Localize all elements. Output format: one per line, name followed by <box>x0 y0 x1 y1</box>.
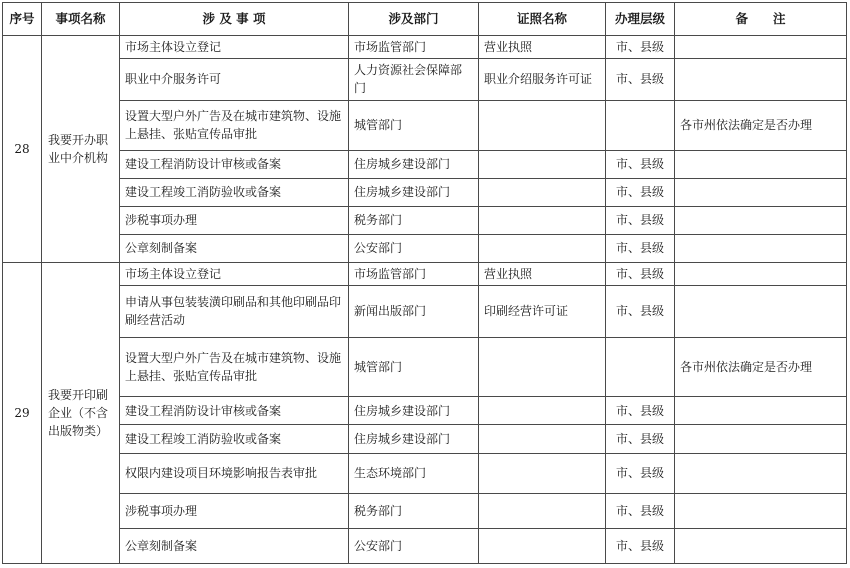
level-cell: 市、县级 <box>606 425 675 453</box>
remark-cell <box>675 234 847 262</box>
table-row <box>3 397 847 425</box>
license-cell: 印刷经营许可证 <box>479 285 606 337</box>
dept-cell: 住房城乡建设部门 <box>349 397 479 425</box>
license-cell: 职业介绍服务许可证 <box>479 58 606 100</box>
dept-cell: 住房城乡建设部门 <box>349 425 479 453</box>
service-items-table <box>2 2 847 564</box>
license-cell <box>479 397 606 425</box>
item-cell: 市场主体设立登记 <box>120 36 349 59</box>
level-cell: 市、县级 <box>606 234 675 262</box>
header-name: 事项名称 <box>42 3 120 36</box>
dept-cell: 市场监管部门 <box>349 36 479 59</box>
service-name-cell: 我要开办职业中介机构 <box>42 36 120 263</box>
level-cell: 市、县级 <box>606 206 675 234</box>
table-row <box>3 337 847 396</box>
item-cell: 公章刻制备案 <box>120 234 349 262</box>
level-cell: 市、县级 <box>606 453 675 494</box>
dept-cell: 新闻出版部门 <box>349 285 479 337</box>
dept-cell: 公安部门 <box>349 234 479 262</box>
table-row <box>3 494 847 528</box>
level-cell: 市、县级 <box>606 58 675 100</box>
item-cell: 设置大型户外广告及在城市建筑物、设施上悬挂、张贴宣传品审批 <box>120 337 349 396</box>
remark-cell <box>675 397 847 425</box>
remark-cell <box>675 206 847 234</box>
table-row <box>3 150 847 178</box>
item-cell: 建设工程消防设计审核或备案 <box>120 150 349 178</box>
item-cell: 市场主体设立登记 <box>120 262 349 285</box>
dept-cell: 住房城乡建设部门 <box>349 150 479 178</box>
level-cell: 市、县级 <box>606 285 675 337</box>
level-cell <box>606 337 675 396</box>
table-row <box>3 234 847 262</box>
table-row <box>3 58 847 100</box>
remark-cell <box>675 494 847 528</box>
level-cell: 市、县级 <box>606 397 675 425</box>
item-cell: 建设工程消防设计审核或备案 <box>120 397 349 425</box>
table-row <box>3 285 847 337</box>
table-row <box>3 36 847 59</box>
header-items: 涉 及 事 项 <box>120 3 349 36</box>
header-dept: 涉及部门 <box>349 3 479 36</box>
header-level: 办理层级 <box>606 3 675 36</box>
remark-cell <box>675 285 847 337</box>
table-row <box>3 425 847 453</box>
item-cell: 申请从事包装装潢印刷品和其他印刷品印刷经营活动 <box>120 285 349 337</box>
license-cell <box>479 337 606 396</box>
item-cell: 建设工程竣工消防验收或备案 <box>120 178 349 206</box>
table-row <box>3 453 847 494</box>
remark-cell <box>675 58 847 100</box>
license-cell <box>479 178 606 206</box>
license-cell <box>479 234 606 262</box>
license-cell <box>479 425 606 453</box>
remark-cell <box>675 453 847 494</box>
table-row <box>3 178 847 206</box>
seq-cell: 28 <box>3 36 42 263</box>
header-license: 证照名称 <box>479 3 606 36</box>
remark-cell <box>675 528 847 564</box>
dept-cell: 城管部门 <box>349 100 479 150</box>
remark-cell <box>675 425 847 453</box>
remark-cell <box>675 262 847 285</box>
license-cell <box>479 528 606 564</box>
dept-cell: 公安部门 <box>349 528 479 564</box>
remark-cell: 各市州依法确定是否办理 <box>675 100 847 150</box>
license-cell <box>479 453 606 494</box>
item-cell: 设置大型户外广告及在城市建筑物、设施上悬挂、张贴宣传品审批 <box>120 100 349 150</box>
seq-cell: 29 <box>3 262 42 563</box>
table-row <box>3 528 847 564</box>
table-row <box>3 206 847 234</box>
license-cell: 营业执照 <box>479 36 606 59</box>
service-name-cell: 我要开印刷企业（不含出版物类） <box>42 262 120 563</box>
license-cell: 营业执照 <box>479 262 606 285</box>
level-cell: 市、县级 <box>606 36 675 59</box>
level-cell: 市、县级 <box>606 150 675 178</box>
item-cell: 涉税事项办理 <box>120 206 349 234</box>
dept-cell: 市场监管部门 <box>349 262 479 285</box>
dept-cell: 人力资源社会保障部门 <box>349 58 479 100</box>
license-cell <box>479 494 606 528</box>
item-cell: 权限内建设项目环境影响报告表审批 <box>120 453 349 494</box>
remark-cell <box>675 36 847 59</box>
table-row <box>3 100 847 150</box>
dept-cell: 城管部门 <box>349 337 479 396</box>
level-cell: 市、县级 <box>606 528 675 564</box>
license-cell <box>479 150 606 178</box>
item-cell: 公章刻制备案 <box>120 528 349 564</box>
header-remark: 备 注 <box>675 3 847 36</box>
dept-cell: 税务部门 <box>349 206 479 234</box>
table-row <box>3 262 847 285</box>
remark-cell: 各市州依法确定是否办理 <box>675 337 847 396</box>
level-cell: 市、县级 <box>606 494 675 528</box>
license-cell <box>479 206 606 234</box>
level-cell: 市、县级 <box>606 262 675 285</box>
item-cell: 职业中介服务许可 <box>120 58 349 100</box>
remark-cell <box>675 178 847 206</box>
license-cell <box>479 100 606 150</box>
header-row <box>3 3 847 36</box>
level-cell <box>606 100 675 150</box>
dept-cell: 住房城乡建设部门 <box>349 178 479 206</box>
item-cell: 建设工程竣工消防验收或备案 <box>120 425 349 453</box>
level-cell: 市、县级 <box>606 178 675 206</box>
table-body <box>3 36 847 564</box>
item-cell: 涉税事项办理 <box>120 494 349 528</box>
dept-cell: 税务部门 <box>349 494 479 528</box>
header-seq: 序号 <box>3 3 42 36</box>
dept-cell: 生态环境部门 <box>349 453 479 494</box>
remark-cell <box>675 150 847 178</box>
